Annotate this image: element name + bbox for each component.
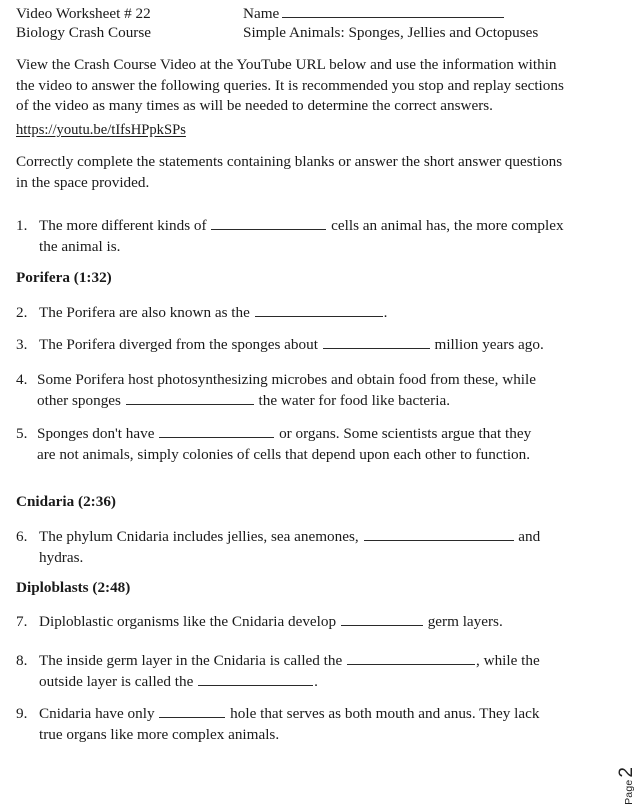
question-8-body [39, 651, 546, 692]
question-3 [16, 335, 576, 356]
question-1-blank[interactable] [211, 217, 326, 230]
question-3-body [39, 335, 576, 356]
question-4-text-part2: the water for food like bacteria. [258, 391, 450, 409]
question-4-blank[interactable] [126, 392, 254, 405]
question-6-body [39, 527, 561, 568]
question-9-number: 9. [16, 705, 28, 722]
instructions-paragraph: Correctly complete the statements containing blanks or answer the short answer questions in the space provided. [16, 153, 563, 191]
question-5-blank[interactable] [159, 425, 274, 438]
question-9-text-part1: Cnidaria have only [39, 705, 155, 722]
worksheet-subtitle: Simple Animals: Sponges, Jellies and Octopuses [243, 24, 539, 41]
question-6 [16, 527, 561, 568]
question-8 [16, 651, 546, 692]
question-1-body [39, 216, 576, 257]
question-8-text-part1: The inside germ layer in the Cnidaria is called the [39, 652, 343, 669]
question-5-body [37, 424, 546, 465]
video-url-text: https://youtu.be/tIfsHPpkSPs [16, 122, 186, 138]
worksheet-title: Video Worksheet # 22 [16, 5, 151, 22]
question-1-number: 1. [16, 217, 28, 234]
question-7-text-part1: Diploblastic organisms like the Cnidaria develop [39, 613, 337, 630]
question-5-text-part2: or organs. Some scientists argue that they are not animals, simply colonies of cells that depend upon each other to function. [37, 425, 532, 463]
question-3-text-part1: The Porifera diverged from the sponges about [39, 336, 318, 353]
page-number-value: 2 [616, 767, 637, 778]
question-8-blank-inner[interactable] [347, 652, 475, 665]
section-heading-diploblasts: Diploblasts (2:48) [16, 579, 131, 596]
question-9-body [39, 704, 551, 745]
question-2-text-part1: The Porifera are also known as the [39, 304, 250, 321]
intro-paragraph: View the Crash Course Video at the YouTube URL below and use the information within the video to answer the following queries. It is recommended you stop and replay sections of the video as many times as will be needed to determine the correct answers. [16, 56, 564, 114]
question-5 [16, 424, 546, 465]
video-url[interactable] [16, 121, 186, 139]
section-heading-cnidaria: Cnidaria (2:36) [16, 493, 116, 510]
question-4-text-part1: Some Porifera host photosynthesizing microbes and obtain food from these, while other sponges [37, 371, 536, 409]
question-4 [16, 370, 564, 411]
question-1-text-part2: cells an animal has, the more complex the animal is. [39, 217, 564, 255]
question-2 [16, 303, 576, 324]
question-1-text-part1: The more different kinds of [39, 217, 207, 234]
question-2-text-part2: . [383, 304, 388, 321]
header-row-2 [16, 23, 576, 42]
page-number-label: Page [623, 779, 635, 805]
question-3-text-part2: million years ago. [434, 336, 544, 353]
question-6-number: 6. [16, 528, 28, 545]
question-4-number: 4. [16, 371, 28, 388]
question-9-text-part2: hole that serves as both mouth and anus. They lack true organs like more complex animals. [39, 705, 540, 743]
header-row-1 [16, 4, 576, 23]
question-9 [16, 704, 551, 745]
question-9-blank[interactable] [159, 705, 225, 718]
question-6-text-part1: The phylum Cnidaria includes jellies, sea anemones, [39, 528, 359, 545]
question-7-text-part2: germ layers. [427, 613, 503, 630]
question-3-blank[interactable] [323, 336, 430, 349]
question-8-blank-outer[interactable] [198, 673, 313, 686]
name-label: Name [243, 5, 280, 22]
question-4-body [37, 370, 564, 411]
question-6-text-part2: and hydras. [39, 528, 541, 566]
question-2-body [39, 303, 576, 324]
name-blank-line[interactable] [282, 4, 504, 18]
name-field-group [243, 4, 576, 23]
question-5-text-part1: Sponges don't have [37, 425, 155, 442]
question-1 [16, 216, 576, 257]
question-8-text-part2: , while the outside layer is called the [39, 652, 540, 690]
question-3-number: 3. [16, 336, 28, 353]
question-6-blank[interactable] [364, 528, 514, 541]
question-7-body [39, 612, 576, 633]
question-8-number: 8. [16, 652, 28, 669]
question-7-number: 7. [16, 613, 28, 630]
question-8-text-part3: . [314, 672, 318, 690]
question-2-blank[interactable] [255, 304, 383, 317]
question-7-blank[interactable] [341, 613, 423, 626]
question-7 [16, 612, 576, 633]
section-heading-porifera: Porifera (1:32) [16, 269, 112, 286]
question-2-number: 2. [16, 304, 28, 321]
question-5-number: 5. [16, 425, 28, 442]
document-header [16, 4, 576, 42]
course-name: Biology Crash Course [16, 24, 151, 41]
